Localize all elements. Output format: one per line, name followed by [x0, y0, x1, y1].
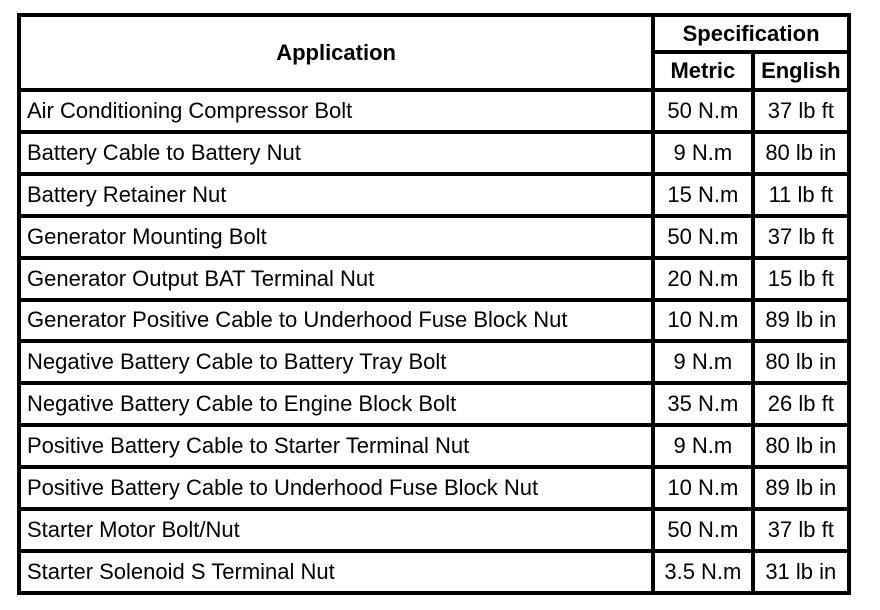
application-cell: Generator Mounting Bolt: [21, 218, 655, 260]
english-cell: 37 lb ft: [755, 92, 851, 134]
table-row: [21, 92, 851, 134]
application-cell: Starter Motor Bolt/Nut: [21, 511, 655, 553]
application-header: Application: [21, 17, 655, 92]
table-row: [21, 134, 851, 176]
metric-cell: 50 N.m: [655, 511, 754, 553]
english-cell: 26 lb ft: [755, 385, 851, 427]
table-row: [21, 302, 851, 344]
metric-cell: 10 N.m: [655, 469, 754, 511]
english-cell: 89 lb in: [755, 469, 851, 511]
english-header: English: [755, 54, 851, 92]
table-row: [21, 343, 851, 385]
table-row: [21, 176, 851, 218]
metric-cell: 15 N.m: [655, 176, 754, 218]
english-cell: 89 lb in: [755, 302, 851, 344]
metric-cell: 9 N.m: [655, 343, 754, 385]
english-cell: 31 lb in: [755, 553, 851, 595]
metric-cell: 50 N.m: [655, 92, 754, 134]
application-cell: Positive Battery Cable to Starter Terminal Nut: [21, 427, 655, 469]
english-cell: 37 lb ft: [755, 511, 851, 553]
application-cell: Negative Battery Cable to Battery Tray Bolt: [21, 343, 655, 385]
application-cell: Battery Retainer Nut: [21, 176, 655, 218]
metric-cell: 9 N.m: [655, 134, 754, 176]
metric-cell: 3.5 N.m: [655, 553, 754, 595]
application-cell: Positive Battery Cable to Underhood Fuse Block Nut: [21, 469, 655, 511]
metric-cell: 50 N.m: [655, 218, 754, 260]
application-cell: Air Conditioning Compressor Bolt: [21, 92, 655, 134]
english-cell: 11 lb ft: [755, 176, 851, 218]
application-cell: Battery Cable to Battery Nut: [21, 134, 655, 176]
metric-cell: 10 N.m: [655, 302, 754, 344]
application-cell: Starter Solenoid S Terminal Nut: [21, 553, 655, 595]
table-row: [21, 260, 851, 302]
table-row: [21, 469, 851, 511]
english-cell: 80 lb in: [755, 427, 851, 469]
application-cell: Negative Battery Cable to Engine Block Bolt: [21, 385, 655, 427]
english-cell: 15 lb ft: [755, 260, 851, 302]
metric-header: Metric: [655, 54, 754, 92]
specification-header: Specification: [655, 17, 851, 54]
english-cell: 80 lb in: [755, 134, 851, 176]
metric-cell: 35 N.m: [655, 385, 754, 427]
table-row: [21, 553, 851, 595]
table-row: [21, 218, 851, 260]
table-row: [21, 511, 851, 553]
metric-cell: 9 N.m: [655, 427, 754, 469]
table-row: [21, 427, 851, 469]
english-cell: 80 lb in: [755, 343, 851, 385]
torque-specification-table: [17, 13, 851, 595]
table-row: [21, 385, 851, 427]
application-cell: Generator Output BAT Terminal Nut: [21, 260, 655, 302]
english-cell: 37 lb ft: [755, 218, 851, 260]
metric-cell: 20 N.m: [655, 260, 754, 302]
application-cell: Generator Positive Cable to Underhood Fuse Block Nut: [21, 302, 655, 344]
